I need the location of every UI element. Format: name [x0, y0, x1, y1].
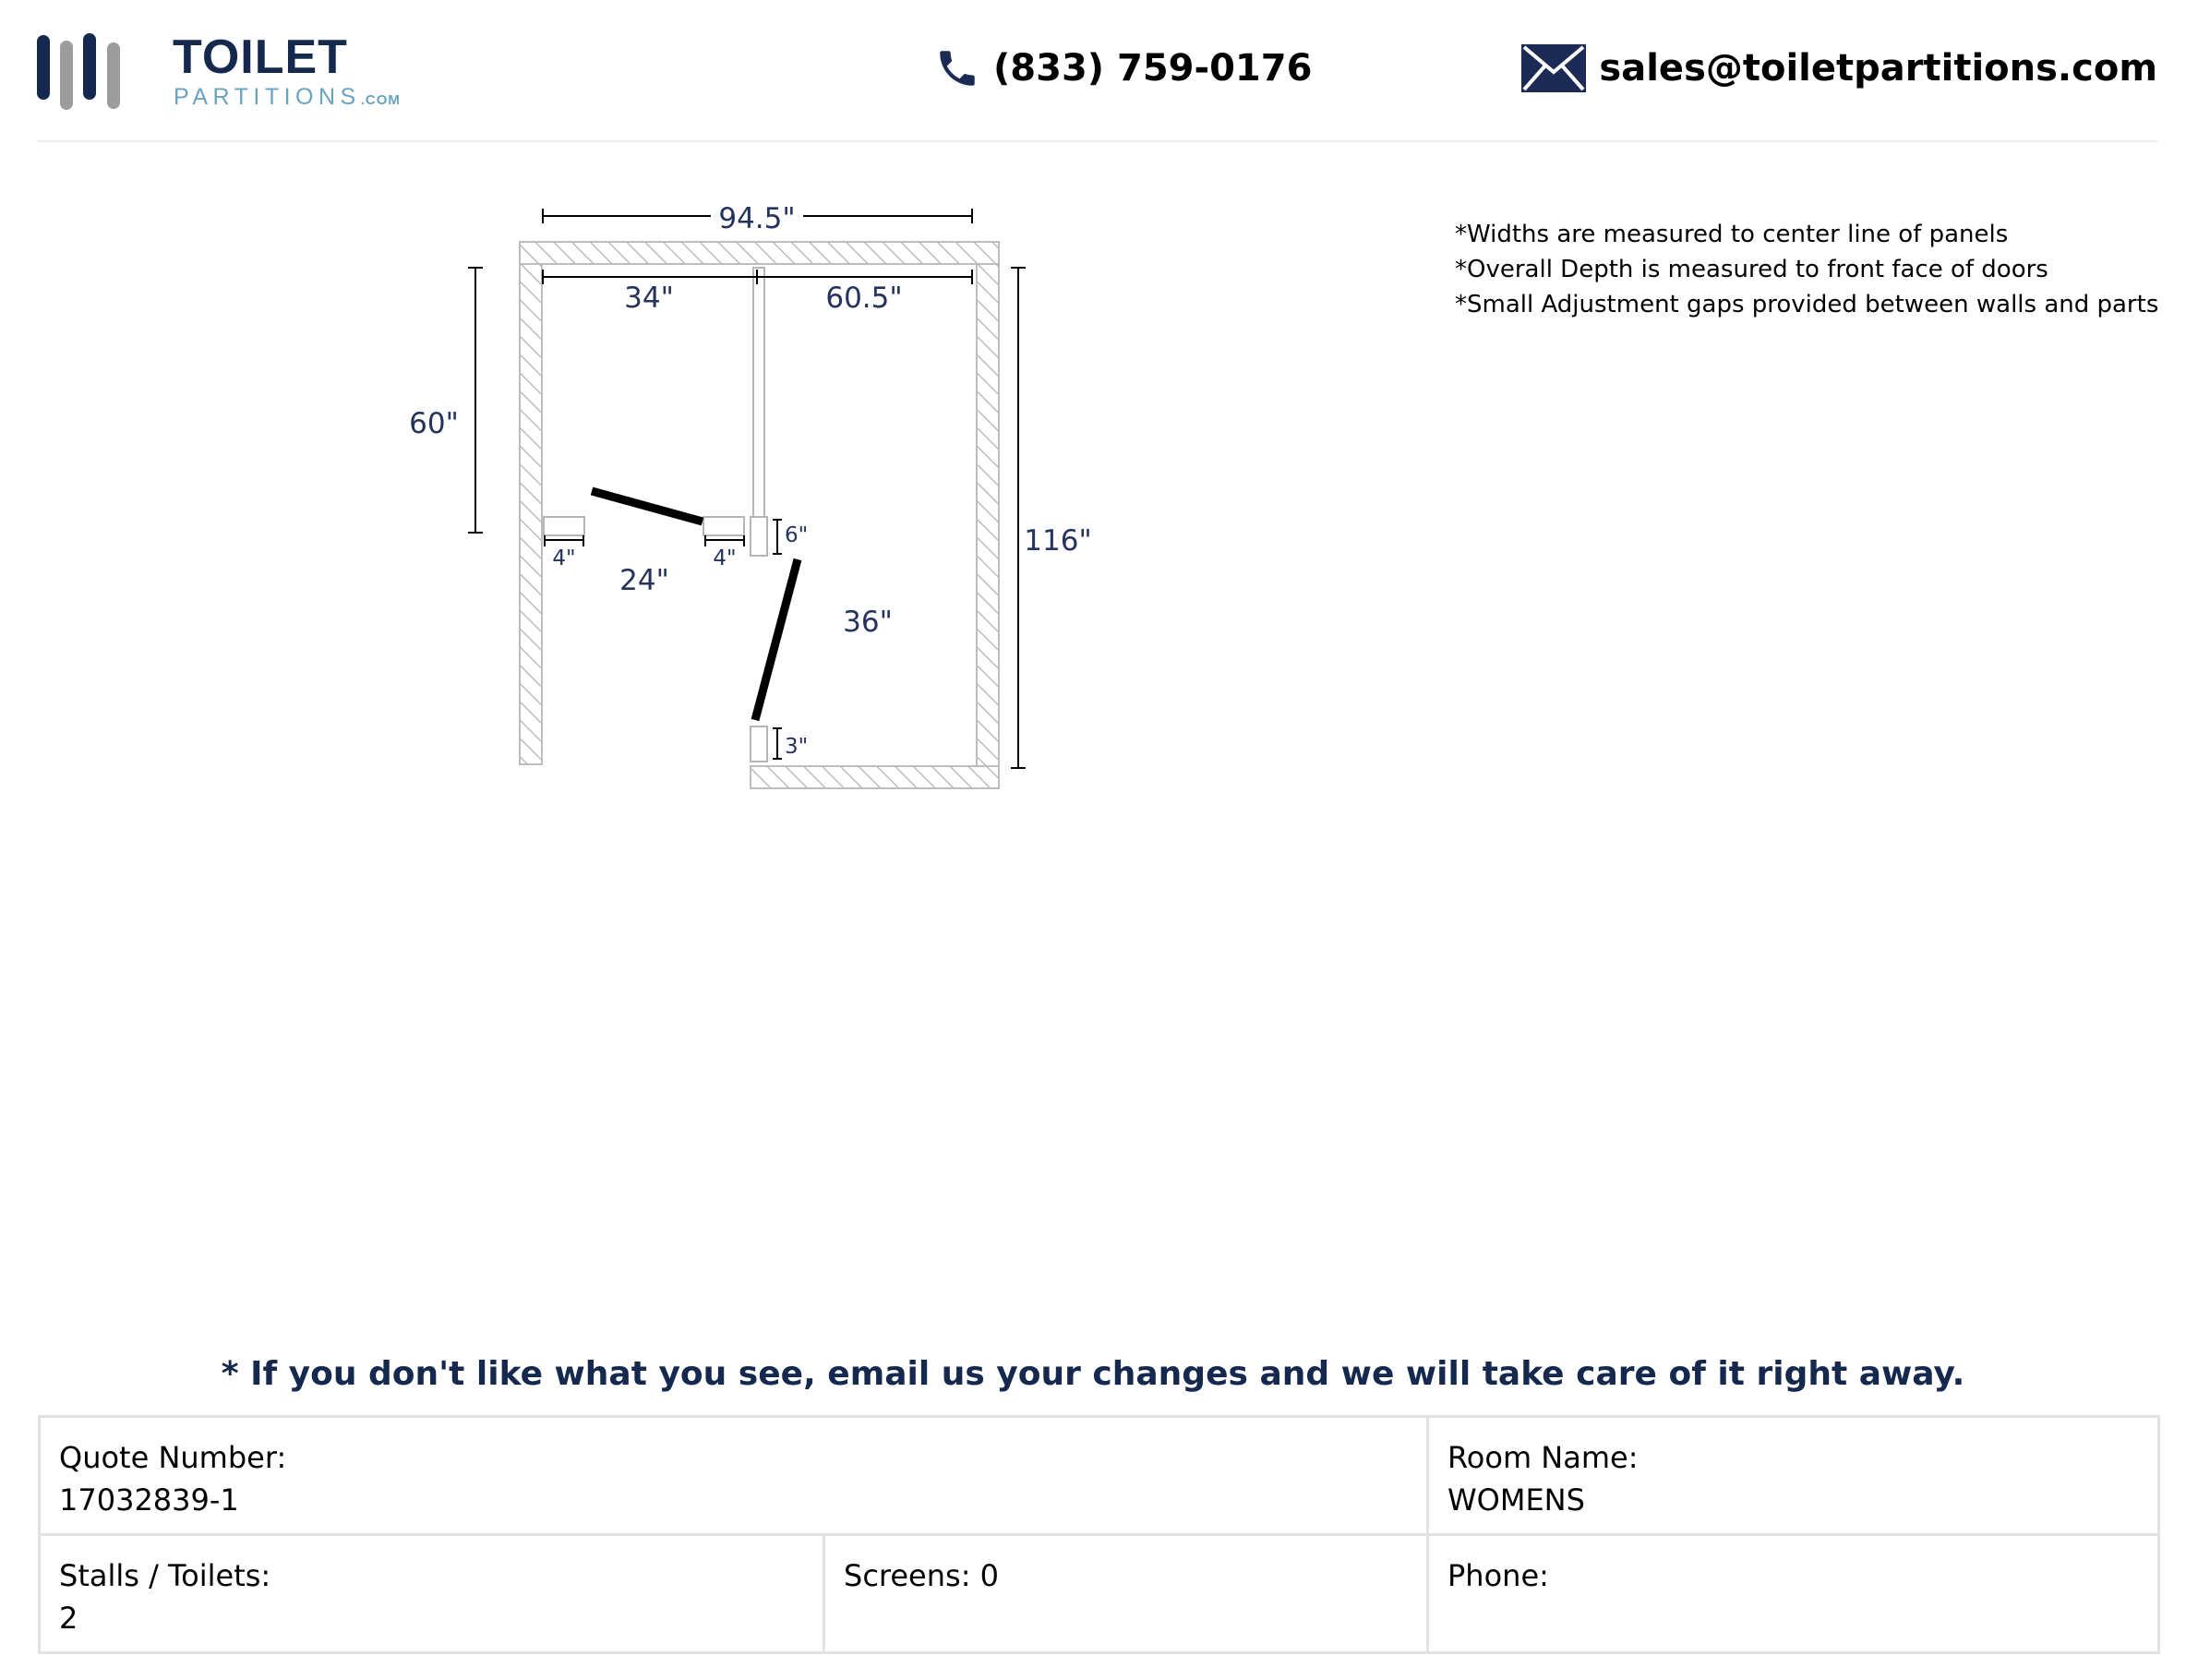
stalls-value: 2 [59, 1601, 78, 1636]
pilaster-top [751, 517, 767, 556]
gap-top-label: 6" [785, 523, 809, 547]
pilaster-left-label: 4" [552, 546, 576, 570]
room-name-cell [1428, 1417, 2159, 1535]
table-row [40, 1535, 2159, 1653]
door-1-width-label: 24" [619, 564, 669, 597]
note-line: *Overall Depth is measured to front face of doors [1455, 256, 2048, 283]
email-address: sales@toiletpartitions.com [1599, 47, 2157, 90]
divider-panel [753, 268, 764, 517]
measurement-notes [1455, 217, 2158, 322]
left-wall [520, 264, 542, 764]
logo-suffix: .COM [360, 92, 401, 108]
pilaster-right [703, 517, 744, 535]
pilaster-right-label: 4" [713, 546, 737, 570]
stalls-cell [40, 1535, 824, 1653]
stalls-label: Stalls / Toilets: [59, 1558, 271, 1593]
stall-1-width-label: 34" [624, 282, 674, 315]
note-line: *Widths are measured to center line of panels [1455, 221, 2009, 248]
logo-subtitle-text: PARTITIONS [174, 84, 361, 110]
quote-number-label: Quote Number: [59, 1440, 287, 1475]
logo-title: TOILET [173, 30, 348, 84]
right-wall [977, 264, 999, 766]
phone-number: (833) 759-0176 [993, 47, 1313, 90]
changes-banner: * If you don't like what you see, email us your changes and we will take care of it right away. [221, 1355, 1965, 1393]
overall-width-label: 94.5" [718, 202, 796, 235]
stall-2-width-label: 60.5" [825, 282, 903, 315]
screens-cell [824, 1535, 1428, 1653]
phone-cell [1428, 1535, 2159, 1653]
door-2 [755, 559, 798, 720]
note-line: *Small Adjustment gaps provided between walls and parts [1455, 291, 2159, 318]
table-row [40, 1417, 2159, 1535]
pilaster-bottom [751, 726, 767, 762]
door-2-width-label: 36" [843, 606, 893, 639]
overall-depth-label: 116" [1024, 524, 1092, 558]
pilaster-left [544, 517, 584, 535]
room-name-label: Room Name: [1447, 1440, 1639, 1475]
gap-bottom-label: 3" [785, 735, 809, 759]
front-wall [751, 766, 999, 788]
quote-number-cell [40, 1417, 1428, 1535]
dimension-lines [468, 209, 1026, 768]
quote-info-table [38, 1415, 2160, 1654]
back-wall [520, 242, 999, 264]
screens-label: Screens: 0 [844, 1558, 999, 1593]
partition-floor-plan [0, 0, 2186, 831]
quote-number-value: 17032839-1 [59, 1482, 239, 1518]
stall-depth-label: 60" [409, 407, 459, 440]
door-1 [592, 491, 703, 522]
phone-label: Phone: [1447, 1558, 1549, 1593]
room-name-value: WOMENS [1447, 1482, 1585, 1518]
